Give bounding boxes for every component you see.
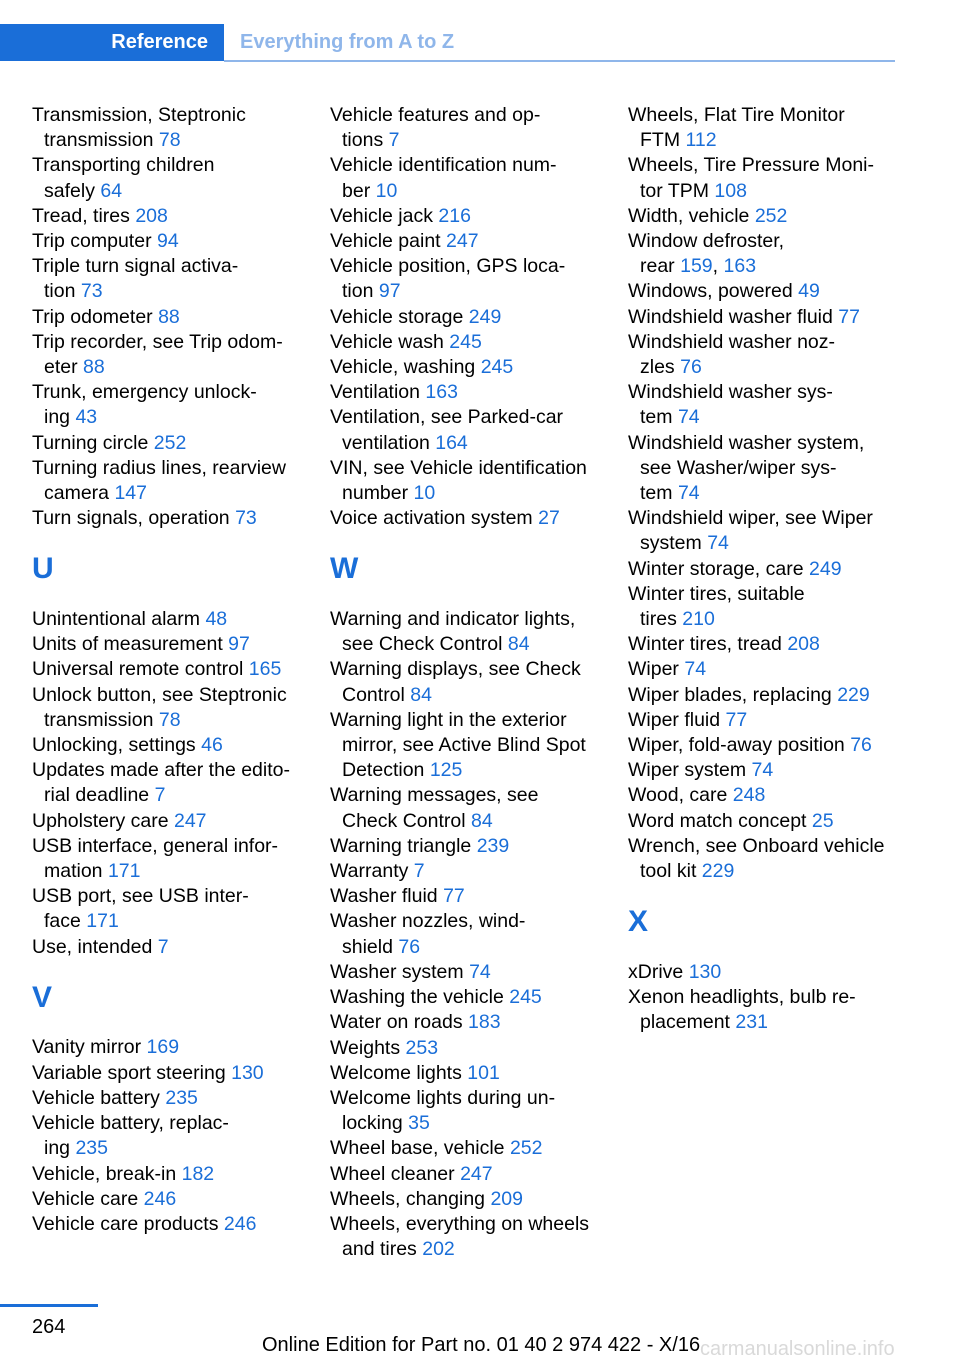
entry-text: Turning radius lines, rearview — [32, 456, 286, 479]
index-entry — [32, 1162, 317, 1187]
index-entry — [628, 733, 898, 758]
entry-text: ber — [342, 179, 371, 202]
entry-text: Check Control — [342, 809, 466, 832]
page-link[interactable]: 163 — [723, 255, 757, 278]
entry-text: Turn signals, operation — [32, 507, 230, 530]
page-link[interactable]: 76 — [398, 935, 421, 958]
page-link[interactable]: 74 — [469, 960, 491, 983]
index-entry — [628, 582, 898, 632]
entry-text: Windshield washer fluid — [628, 305, 833, 328]
entry-text: Vehicle position, GPS loca- — [330, 255, 566, 278]
page-link[interactable]: 7 — [157, 935, 169, 958]
entry-text: Wiper blades, replacing — [628, 683, 832, 706]
entry-text: Wrench, see Onboard vehicle — [628, 834, 885, 857]
entry-text: Vehicle, washing — [330, 356, 476, 379]
index-entry — [330, 657, 615, 707]
entry-text: Window defroster, — [628, 230, 785, 253]
page-link[interactable]: 7 — [154, 784, 166, 807]
entry-text: Vehicle battery, replac- — [32, 1112, 229, 1135]
entry-text: Ventilation, see Parked-car — [330, 406, 564, 429]
index-entry — [628, 330, 898, 380]
page-link[interactable]: 130 — [231, 1061, 264, 1084]
entry-text: Washer system — [330, 960, 464, 983]
entry-text: Vehicle paint — [330, 230, 441, 253]
entry-text: Vehicle care — [32, 1187, 139, 1210]
entry-text: Turning circle — [32, 431, 149, 454]
entry-text: zles — [640, 356, 675, 379]
page-link[interactable]: 239 — [476, 834, 510, 857]
page-link[interactable]: 246 — [223, 1212, 257, 1235]
letter-heading: W — [330, 552, 359, 586]
page-link[interactable]: 112 — [685, 129, 717, 152]
entry-text: Windshield washer noz- — [628, 330, 836, 353]
entry-text: Updates made after the edito- — [32, 759, 290, 782]
page-link[interactable]: 7 — [388, 129, 400, 152]
index-entry — [628, 683, 898, 708]
page-link[interactable]: 46 — [201, 734, 223, 757]
index-entry — [628, 708, 898, 733]
page-link[interactable]: 182 — [181, 1162, 215, 1185]
index-entry — [32, 1212, 317, 1237]
entry-text: Detection — [342, 759, 425, 782]
index-entry — [330, 1162, 615, 1187]
index-entry — [330, 229, 615, 254]
page-link[interactable]: 77 — [838, 305, 860, 328]
page-link[interactable]: 48 — [205, 608, 228, 631]
entry-text: Tread, tires — [32, 204, 130, 227]
index-entry — [628, 380, 898, 430]
entry-text: Upholstery care — [32, 809, 169, 832]
entry-text: Welcome lights during un- — [330, 1086, 556, 1109]
entry-text: Warning messages, see — [330, 784, 539, 807]
index-entry — [330, 1086, 615, 1136]
entry-text: Windshield wiper, see Wiper — [628, 507, 873, 530]
entry-text: Units of measurement — [32, 633, 223, 656]
page-link[interactable]: 247 — [446, 230, 479, 253]
entry-text: see Check Control — [342, 633, 503, 656]
page-link[interactable]: 231 — [735, 1011, 768, 1034]
entry-text: Wheels, Flat Tire Monitor — [628, 104, 845, 126]
entry-text: tem — [640, 406, 673, 429]
index-entry — [330, 506, 615, 531]
page-link[interactable]: 202 — [422, 1238, 455, 1261]
index-entry — [628, 834, 898, 884]
page-link[interactable]: 84 — [507, 633, 530, 656]
index-entry — [330, 985, 615, 1010]
entry-text: tion — [44, 280, 76, 303]
entry-text: Xenon headlights, bulb re- — [628, 986, 856, 1009]
page-link[interactable]: 125 — [429, 759, 463, 782]
entry-text: Vehicle care products — [32, 1212, 219, 1235]
entry-text: safely — [44, 179, 95, 202]
letter-heading: X — [628, 905, 649, 939]
index-entry — [628, 506, 898, 556]
entry-text: camera — [44, 482, 110, 505]
page-link[interactable]: 74 — [677, 406, 700, 429]
index-entry — [330, 859, 615, 884]
index-entry — [330, 204, 615, 229]
entry-text: Warning light in the exterior — [330, 708, 567, 731]
page-link[interactable]: 78 — [158, 129, 181, 152]
entry-text: Warning displays, see Check — [330, 658, 581, 681]
index-entry — [32, 204, 317, 229]
index-entry — [32, 935, 317, 960]
entry-text: and tires — [342, 1238, 417, 1261]
page-link[interactable]: 74 — [684, 658, 707, 681]
entry-text: rear — [640, 255, 675, 278]
page-link[interactable]: 77 — [725, 708, 748, 731]
entry-text: xDrive — [628, 960, 684, 983]
index-entry — [330, 884, 615, 909]
page-link[interactable]: 130 — [688, 960, 722, 983]
index-entry — [32, 305, 317, 330]
index-entry — [32, 758, 317, 808]
index-entry — [32, 884, 317, 934]
index-entry — [32, 733, 317, 758]
page-link[interactable]: 7 — [413, 860, 425, 883]
entry-text: Voice activation system — [330, 507, 533, 530]
entry-text: system — [640, 532, 702, 555]
index-entry — [32, 657, 317, 682]
entry-text: tires — [640, 608, 677, 631]
entry-text: Windshield washer sys- — [628, 381, 833, 404]
page-link[interactable]: 88 — [83, 356, 105, 379]
index-entry — [32, 456, 317, 506]
page-link[interactable]: 248 — [732, 784, 766, 807]
entry-text: Wheel cleaner — [330, 1162, 455, 1185]
page-link[interactable]: 249 — [468, 305, 502, 328]
entry-text: Variable sport steering — [32, 1061, 226, 1084]
page-link[interactable]: 97 — [228, 633, 250, 656]
header-rule — [224, 60, 895, 62]
entry-text: Vehicle identification num- — [330, 154, 557, 177]
index-entry — [628, 279, 898, 304]
page-link[interactable]: 164 — [435, 431, 468, 454]
page-link[interactable]: 183 — [468, 1011, 501, 1034]
index-entry — [628, 204, 898, 229]
index-entry — [330, 254, 615, 304]
entry-text: ing — [44, 1137, 71, 1160]
index-entry — [628, 960, 898, 985]
entry-text: Wiper system — [628, 759, 747, 782]
page-link[interactable]: 88 — [158, 305, 180, 328]
page-link[interactable]: 73 — [235, 507, 257, 530]
page-link[interactable]: 94 — [156, 230, 179, 253]
index-entry — [32, 229, 317, 254]
page-link[interactable]: 78 — [158, 708, 181, 731]
entry-text: number — [342, 482, 409, 505]
page-link[interactable]: 252 — [754, 204, 788, 227]
entry-text: Washer fluid — [330, 885, 438, 908]
page-link[interactable]: 77 — [443, 885, 465, 908]
index-column-1 — [32, 103, 317, 1237]
entry-text: Wheels, everything on wheels — [330, 1212, 590, 1235]
entry-text: Warranty — [330, 860, 409, 883]
entry-text: tion — [342, 280, 374, 303]
page-link[interactable]: 253 — [405, 1036, 439, 1059]
page-link[interactable]: 169 — [146, 1036, 180, 1059]
entry-text: face — [44, 910, 81, 933]
page-link[interactable]: 74 — [707, 532, 729, 555]
entry-text: Warning and indicator lights, — [330, 608, 576, 631]
entry-text: Universal remote control — [32, 658, 244, 681]
entry-text: Wheels, changing — [330, 1187, 486, 1210]
index-entry — [32, 506, 317, 531]
entry-text: Wiper — [628, 658, 679, 681]
index-column-2 — [330, 103, 615, 1262]
entry-text: Unlocking, settings — [32, 734, 196, 757]
entry-text: Vanity mirror — [32, 1036, 142, 1059]
index-entry — [330, 405, 615, 455]
entry-text: see Washer/wiper sys- — [640, 456, 837, 479]
page-link[interactable]: 229 — [701, 860, 735, 883]
entry-text: VIN, see Vehicle identification — [330, 456, 587, 479]
index-entry — [330, 456, 615, 506]
page-link[interactable]: 208 — [135, 204, 168, 227]
entry-text: Use, intended — [32, 935, 153, 958]
index-entry — [628, 758, 898, 783]
index-entry — [32, 1035, 317, 1060]
entry-text: mirror, see Active Blind Spot — [342, 734, 586, 757]
page-link[interactable]: 43 — [75, 406, 98, 429]
page-link[interactable]: 216 — [438, 204, 471, 227]
index-entry — [330, 960, 615, 985]
index-entry — [628, 632, 898, 657]
entry-text: Welcome lights — [330, 1061, 462, 1084]
index-entry — [32, 153, 317, 203]
entry-text: Transmission, Steptronic — [32, 104, 246, 126]
page-link[interactable]: 245 — [480, 356, 514, 379]
entry-text: Warning triangle — [330, 834, 472, 857]
page-link[interactable]: 10 — [375, 179, 398, 202]
page-link[interactable]: 147 — [114, 482, 147, 505]
page-link[interactable]: 252 — [509, 1137, 543, 1160]
page-number: 264 — [32, 1316, 66, 1338]
page-link[interactable]: 252 — [153, 431, 187, 454]
index-entry — [330, 1061, 615, 1086]
page-link[interactable]: 101 — [467, 1061, 500, 1084]
page-link[interactable]: 159 — [680, 255, 713, 278]
page-link[interactable]: 229 — [837, 683, 870, 706]
entry-text: USB port, see USB inter- — [32, 885, 249, 908]
entry-text: transmission — [44, 129, 154, 152]
index-entry — [330, 355, 615, 380]
index-entry: Window defroster, rear 159, 163 — [628, 230, 785, 278]
entry-text: Ventilation — [330, 381, 420, 404]
index-entry — [628, 153, 898, 203]
entry-text: Vehicle features and op- — [330, 104, 541, 126]
entry-text: Wheel base, vehicle — [330, 1137, 505, 1160]
index-entry — [330, 1036, 615, 1061]
page-link[interactable]: 76 — [680, 356, 702, 379]
watermark: carmanualsonline.info — [700, 1338, 895, 1360]
index-entry — [32, 380, 317, 430]
entry-text: tool kit — [640, 860, 697, 883]
edition-text: Online Edition for Part no. 01 40 2 974 422 - X/16 — [262, 1334, 701, 1356]
index-entry — [330, 103, 615, 153]
letter-heading: U — [32, 552, 54, 586]
entry-text: Control — [342, 683, 405, 706]
entry-text: FTM — [640, 129, 681, 152]
page-link[interactable]: 235 — [165, 1086, 198, 1109]
entry-text: ing — [44, 406, 71, 429]
entry-text: Weights — [330, 1036, 401, 1059]
index-entry — [330, 305, 615, 330]
page-link[interactable]: 74 — [751, 759, 774, 782]
entry-text: Windows, powered — [628, 280, 793, 303]
page-link[interactable]: 249 — [809, 557, 842, 580]
entry-text: Wood, care — [628, 784, 728, 807]
entry-text: Trunk, emergency unlock- — [32, 381, 257, 404]
index-entry — [32, 1086, 317, 1111]
page-link[interactable]: 27 — [538, 507, 560, 530]
entry-text: Triple turn signal activa- — [32, 255, 239, 278]
entry-text: tions — [342, 129, 384, 152]
page-link[interactable]: 247 — [460, 1162, 493, 1185]
index-entry — [32, 809, 317, 834]
page-link[interactable]: 108 — [714, 179, 747, 202]
page-link[interactable]: 97 — [378, 280, 401, 303]
entry-text: Washing the vehicle — [330, 986, 504, 1009]
entry-text: Vehicle storage — [330, 305, 464, 328]
page-link[interactable]: 171 — [86, 910, 119, 933]
entry-text: Vehicle wash — [330, 330, 444, 353]
index-entry — [330, 783, 615, 833]
page-link[interactable]: 73 — [80, 280, 103, 303]
index-entry — [32, 103, 317, 153]
index-entry — [32, 834, 317, 884]
page-link[interactable]: 165 — [248, 658, 282, 681]
page-link[interactable]: 247 — [173, 809, 207, 832]
entry-text: shield — [342, 935, 393, 958]
page-link[interactable]: 246 — [143, 1187, 177, 1210]
section-tab-reference[interactable]: Reference — [0, 24, 224, 61]
index-column-3 — [628, 103, 898, 1036]
index-entry — [330, 153, 615, 203]
page-link[interactable]: 163 — [425, 381, 458, 404]
page-link[interactable]: 209 — [490, 1187, 523, 1210]
entry-text: Trip odometer — [32, 305, 153, 328]
letter-heading: V — [32, 980, 53, 1014]
index-entry — [32, 431, 317, 456]
entry-text: transmission — [44, 708, 154, 731]
entry-text: Unintentional alarm — [32, 608, 201, 631]
index-entry — [330, 1187, 615, 1212]
entry-text: placement — [640, 1011, 730, 1034]
entry-text: Winter tires, tread — [628, 633, 782, 656]
page-link[interactable]: 245 — [509, 986, 542, 1009]
index-entry — [628, 305, 898, 330]
page-link[interactable]: 235 — [75, 1137, 108, 1160]
page-link[interactable]: 84 — [470, 809, 493, 832]
entry-text: Windshield washer system, — [628, 431, 865, 454]
index-entry — [32, 683, 317, 733]
index-entry — [330, 909, 615, 959]
page-link[interactable]: 84 — [410, 683, 432, 706]
entry-text: Washer nozzles, wind- — [330, 910, 526, 933]
page-link[interactable]: 210 — [682, 608, 715, 631]
entry-text: Vehicle, break-in — [32, 1162, 177, 1185]
entry-text: tor TPM — [640, 179, 709, 202]
entry-text: rial deadline — [44, 784, 150, 807]
page-link[interactable]: 49 — [798, 280, 820, 303]
page-link[interactable]: 245 — [449, 330, 482, 353]
index-entry — [330, 1212, 615, 1262]
entry-text: Width, vehicle — [628, 204, 750, 227]
footer-rule — [0, 1304, 98, 1307]
entry-text: Vehicle jack — [330, 204, 433, 227]
index-entry — [32, 1061, 317, 1086]
index-entry — [628, 783, 898, 808]
page-link[interactable]: 35 — [408, 1112, 430, 1135]
page-link[interactable]: 10 — [413, 482, 436, 505]
entry-text: USB interface, general infor- — [32, 834, 279, 857]
entry-text: Word match concept — [628, 809, 807, 832]
index-entry — [330, 1136, 615, 1161]
entry-text: ventilation — [342, 431, 430, 454]
entry-text: locking — [342, 1112, 403, 1135]
page-link[interactable]: 74 — [677, 482, 700, 505]
entry-text: Unlock button, see Steptronic — [32, 683, 287, 706]
page-link[interactable]: 64 — [100, 179, 123, 202]
page-link[interactable]: 25 — [811, 809, 834, 832]
index-entry — [330, 1010, 615, 1035]
index-entry — [628, 809, 898, 834]
index-entry — [330, 607, 615, 657]
entry-text: mation — [44, 860, 103, 883]
entry-text: Winter tires, suitable — [628, 582, 805, 605]
index-entry — [628, 657, 898, 682]
entry-text: Wheels, Tire Pressure Moni- — [628, 154, 874, 177]
index-entry — [32, 1111, 317, 1161]
entry-text: Water on roads — [330, 1011, 463, 1034]
index-entry — [32, 330, 317, 380]
entry-text: Wiper, fold-away position — [628, 734, 845, 757]
entry-text: Transporting children — [32, 154, 215, 177]
entry-text: Wiper fluid — [628, 708, 721, 731]
index-entry — [330, 330, 615, 355]
entry-text: eter — [44, 356, 78, 379]
index-entry — [32, 254, 317, 304]
index-entry — [628, 103, 898, 153]
page-link[interactable]: 76 — [850, 734, 872, 757]
index-entry — [330, 834, 615, 859]
index-entry — [628, 557, 898, 582]
index-entry — [330, 708, 615, 784]
index-entry — [628, 985, 898, 1035]
page-link[interactable]: 171 — [107, 860, 141, 883]
entry-text: tem — [640, 482, 673, 505]
index-entry — [330, 380, 615, 405]
index-entry — [32, 632, 317, 657]
entry-text: Trip computer — [32, 230, 152, 253]
entry-text: Winter storage, care — [628, 557, 804, 580]
index-entry — [628, 431, 898, 507]
entry-text: Trip recorder, see Trip odom- — [32, 330, 283, 353]
page-link[interactable]: 208 — [787, 633, 820, 656]
entry-text: Vehicle battery — [32, 1086, 160, 1109]
section-tab-everything[interactable]: Everything from A to Z — [240, 31, 455, 53]
page-header — [0, 24, 895, 62]
index-entry — [32, 1187, 317, 1212]
index-entry — [32, 607, 317, 632]
